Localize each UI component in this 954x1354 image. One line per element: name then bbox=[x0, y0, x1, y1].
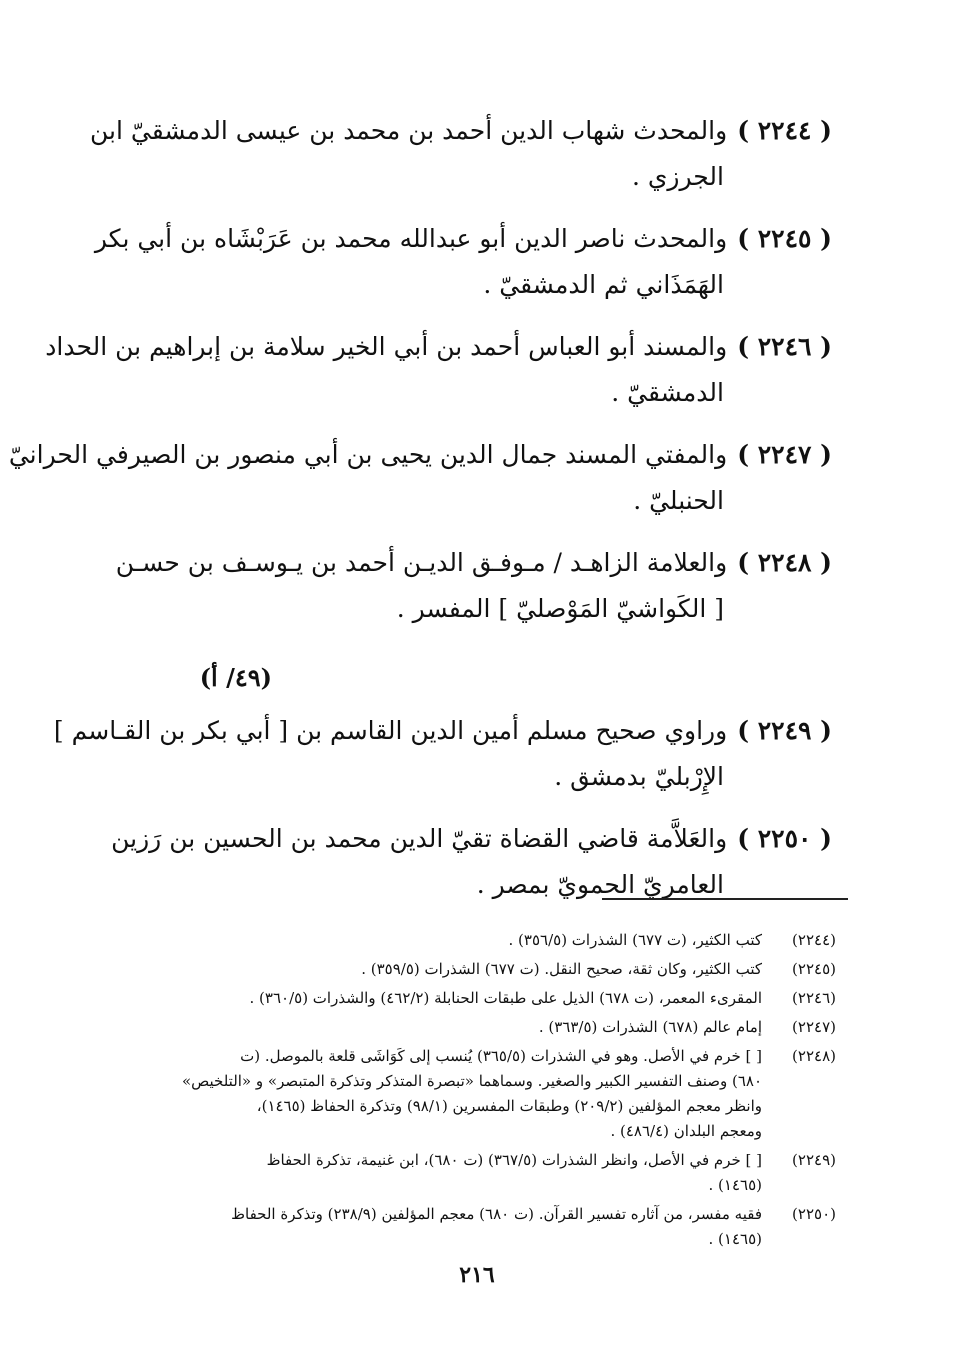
footnote-number: (٢٢٤٤) bbox=[792, 931, 836, 949]
entry-text-continuation: الهَمَذَاني ثم الدمشقيّ . bbox=[483, 270, 724, 299]
footnote-line: [ ] خرم في الأصل. وهو في الشذرات (٣٦٥/٥) يُنسب إلى كَوَاشَى قلعة بالموصل. (ت bbox=[240, 1047, 762, 1065]
entry-number: ( ٢٢٤٤ ) bbox=[737, 116, 832, 145]
entry-text: والمحدث ناصر الدين أبو عبدالله محمد بن عَرَبْشَاه بن أبي بكر bbox=[94, 224, 728, 253]
entry-number: ( ٢٢٤٥ ) bbox=[737, 224, 832, 253]
entry-2246 bbox=[45, 324, 832, 416]
footnote-number: (٢٢٤٩) bbox=[792, 1151, 836, 1169]
entry-text: والمفتي المسند جمال الدين يحيى بن أبي منصور بن الصيرفي الحرانيّ bbox=[8, 440, 728, 469]
entry-text: والمحدث شهاب الدين أحمد بن محمد بن عيسى الدمشقيّ ابن bbox=[90, 116, 728, 145]
footnote-2248 bbox=[136, 1044, 836, 1144]
footnote-2245 bbox=[136, 957, 836, 982]
biography-entries bbox=[8, 108, 832, 924]
footnote-line: إمام عالم (٦٧٨) الشذرات (٣٦٣/٥) . bbox=[538, 1018, 762, 1036]
footnotes bbox=[136, 928, 836, 1256]
page-number: ٢١٦ bbox=[459, 1262, 495, 1288]
footnote-line: كتب الكثير، وكان ثقة، صحيح النقل. (ت ٦٧٧) الشذرات (٣٥٩/٥) . bbox=[361, 960, 762, 978]
footnote-number: (٢٢٤٦) bbox=[792, 989, 836, 1007]
entry-number: ( ٢٢٤٩ ) bbox=[737, 716, 832, 745]
folio-marker: (٤٩/ أ) bbox=[199, 663, 272, 692]
footnote-2250 bbox=[136, 1202, 836, 1252]
footnote-line: ٦٨٠) وصنف التفسير الكبير والصغير. وسماهما «تبصرة المتذكر وتذكرة المتبصر» و «التلخيص» bbox=[181, 1072, 762, 1090]
entry-text-continuation: [ الكَواشيّ المَوْصليّ ] المفسر . bbox=[396, 594, 724, 623]
footnote-line: وانظر معجم المؤلفين (٢٠٩/٢) وطبقات المفسرين (٩٨/١) وتذكرة الحفاظ (١٤٦٥)، bbox=[256, 1097, 762, 1115]
footnote-2249 bbox=[136, 1148, 836, 1198]
footnote-number: (٢٢٤٥) bbox=[792, 960, 836, 978]
entry-text-continuation: الإِرْبليّ بدمشق . bbox=[554, 762, 724, 791]
footnote-number: (٢٢٤٨) bbox=[792, 1047, 836, 1065]
entry-2248 bbox=[115, 540, 832, 632]
entry-text: وراوي صحيح مسلم أمين الدين القاسم بن [ أبي بكر بن القـاسم ] bbox=[53, 716, 728, 745]
footnote-line: كتب الكثير، (ت ٦٧٧) الشذرات (٣٥٦/٥) . bbox=[508, 931, 762, 949]
entry-2249 bbox=[53, 708, 832, 800]
footnote-2244 bbox=[136, 928, 836, 953]
entry-text-continuation: الحنبليّ . bbox=[633, 486, 724, 515]
entry-text-continuation: الدمشقيّ . bbox=[611, 378, 724, 407]
footnote-line: [ ] خرم في الأصل، وانظر الشذرات (٣٦٧/٥) (ت ٦٨٠)، ابن غنيمة، تذكرة الحفاظ bbox=[266, 1151, 762, 1169]
footnote-number: (٢٢٤٧) bbox=[792, 1018, 836, 1036]
entry-number: ( ٢٢٤٧ ) bbox=[737, 440, 832, 469]
entry-text-continuation: العامريّ الحمويّ بمصر . bbox=[476, 870, 724, 899]
footnote-line: فقيه مفسر، من آثاره تفسير القرآن. (ت ٦٨٠) معجم المؤلفين (٢٣٨/٩) وتذكرة الحفاظ bbox=[231, 1205, 762, 1223]
entry-number: ( ٢٢٥٠ ) bbox=[737, 824, 832, 853]
entry-2247 bbox=[8, 432, 832, 524]
entry-text: والمسند أبو العباس أحمد بن أبي الخير سلامة بن إبراهيم بن الحداد bbox=[45, 332, 728, 361]
entry-2245 bbox=[94, 216, 832, 308]
entry-text: والعَلاَّمة قاضي القضاة تقيّ الدين محمد بن الحسين بن رَزين bbox=[111, 824, 728, 853]
entry-text-continuation: الجرزي . bbox=[631, 162, 724, 191]
footnote-line: (١٤٦٥) . bbox=[708, 1176, 762, 1194]
footnote-line: (١٤٦٥) . bbox=[708, 1230, 762, 1248]
entry-text: والعلامة الزاهـد / مـوفـق الديـن أحمد بن يـوسـف بن حسـن bbox=[115, 548, 728, 577]
footnote-2247 bbox=[136, 1015, 836, 1040]
footnote-divider bbox=[602, 898, 848, 900]
entry-2250 bbox=[111, 816, 832, 908]
entry-number: ( ٢٢٤٦ ) bbox=[737, 332, 832, 361]
footnote-line: المقرىء المعمر، (ت ٦٧٨) الذيل على طبقات الحنابلة (٤٦٢/٢) والشذرات (٣٦٠/٥) . bbox=[249, 989, 762, 1007]
footnote-number: (٢٢٥٠) bbox=[792, 1205, 836, 1223]
entry-number: ( ٢٢٤٨ ) bbox=[737, 548, 832, 577]
entry-2244 bbox=[90, 108, 832, 200]
footnote-2246 bbox=[136, 986, 836, 1011]
footnote-line: ومعجم البلدان (٤٨٦/٤) . bbox=[610, 1122, 762, 1140]
